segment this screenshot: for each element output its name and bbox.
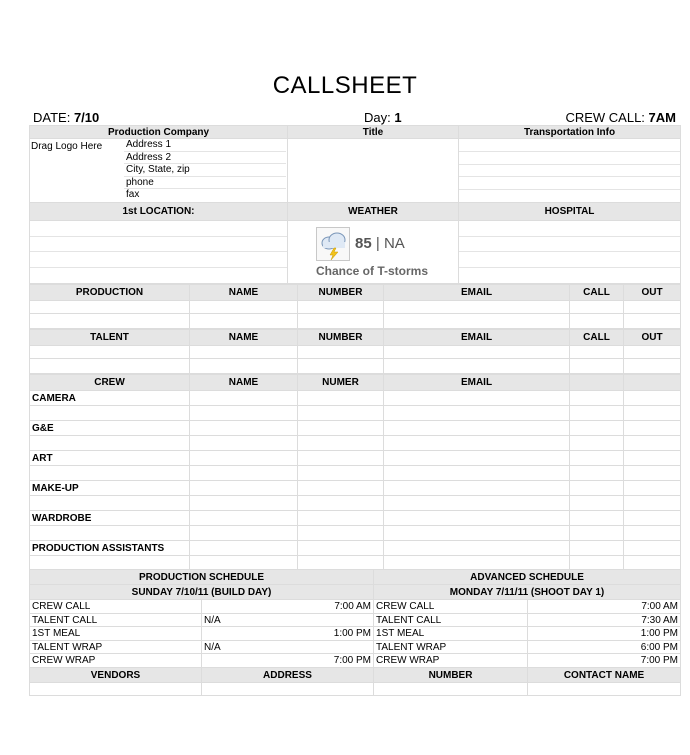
table-row	[30, 541, 681, 556]
table-row	[30, 359, 681, 374]
vendor-contact-header: CONTACT NAME	[528, 668, 681, 683]
talent-col-header: TALENT	[30, 330, 190, 346]
table-row	[30, 406, 681, 421]
talent-out-header: OUT	[624, 330, 681, 346]
hospital-cell[interactable]	[459, 221, 681, 284]
day-value: 1	[394, 110, 402, 125]
vendor-address-header: ADDRESS	[202, 668, 374, 683]
production-schedule-date: SUNDAY 7/10/11 (BUILD DAY)	[30, 585, 374, 600]
location-header: 1st LOCATION:	[30, 203, 288, 221]
table-row	[30, 614, 681, 627]
left-talent-wrap-label: TALENT WRAP	[30, 641, 202, 654]
table-row	[30, 346, 681, 359]
right-crew-wrap-label: CREW WRAP	[374, 654, 528, 668]
left-meal-time[interactable]: 1:00 PM	[202, 627, 374, 641]
crew-col-header: CREW	[30, 375, 190, 391]
table-row	[30, 683, 681, 696]
table-row	[30, 526, 681, 541]
production-company-header: Production Company	[30, 126, 288, 139]
production-schedule-header: PRODUCTION SCHEDULE	[30, 570, 374, 585]
table-row	[30, 451, 681, 466]
page-title: CALLSHEET	[272, 72, 418, 99]
weather-condition: Chance of T-storms	[315, 264, 429, 278]
production-out-header: OUT	[624, 285, 681, 301]
crew-dept-wardrobe: WARDROBE	[30, 511, 190, 526]
left-crew-call-time[interactable]: 7:00 AM	[202, 600, 374, 614]
right-meal-time[interactable]: 1:00 PM	[528, 627, 681, 641]
fax[interactable]: fax	[126, 189, 140, 200]
production-table	[29, 284, 681, 329]
table-row	[30, 511, 681, 526]
temperature-na: NA	[383, 235, 405, 252]
table-row	[30, 391, 681, 406]
crew-dept-camera: CAMERA	[30, 391, 190, 406]
right-talent-call-time[interactable]: 7:30 AM	[528, 614, 681, 627]
temperature-separator: |	[375, 235, 380, 252]
transport-cell[interactable]	[459, 139, 681, 203]
vendor-number-header: NUMBER	[374, 668, 528, 683]
production-call-header: CALL	[570, 285, 624, 301]
city-state-zip[interactable]: City, State, zip	[124, 164, 286, 177]
crew-dept-ge: G&E	[30, 421, 190, 436]
crew-call-field	[565, 110, 676, 125]
production-name-header: NAME	[190, 285, 298, 301]
transportation-header: Transportation Info	[459, 126, 681, 139]
crew-email-header: EMAIL	[384, 375, 570, 391]
talent-call-header: CALL	[570, 330, 624, 346]
talent-name-header: NAME	[190, 330, 298, 346]
thunderstorm-cloud-icon	[316, 227, 350, 261]
production-number-header: NUMBER	[298, 285, 384, 301]
date-label: DATE:	[33, 110, 71, 125]
temperature-value: 85	[355, 235, 372, 252]
crew-dept-pa: PRODUCTION ASSISTANTS	[30, 541, 190, 556]
date-field	[33, 110, 99, 125]
left-crew-call-label: CREW CALL	[30, 600, 202, 614]
table-row	[30, 496, 681, 511]
right-meal-label: 1ST MEAL	[374, 627, 528, 641]
vendors-header: VENDORS	[30, 668, 202, 683]
table-row	[30, 301, 681, 314]
table-row	[30, 314, 681, 329]
weather-temperature	[355, 235, 405, 252]
left-crew-wrap-time[interactable]: 7:00 PM	[202, 654, 374, 668]
left-talent-call-value[interactable]: N/A	[202, 614, 374, 627]
right-crew-call-label: CREW CALL	[374, 600, 528, 614]
talent-table	[29, 329, 681, 374]
title-header: Title	[288, 126, 459, 139]
crew-call-value: 7AM	[648, 110, 676, 125]
left-meal-label: 1ST MEAL	[30, 627, 202, 641]
right-talent-wrap-label: TALENT WRAP	[374, 641, 528, 654]
production-email-header: EMAIL	[384, 285, 570, 301]
left-talent-wrap-value[interactable]: N/A	[202, 641, 374, 654]
right-crew-call-time[interactable]: 7:00 AM	[528, 600, 681, 614]
day-field	[364, 110, 402, 125]
left-crew-wrap-label: CREW WRAP	[30, 654, 202, 668]
title-cell[interactable]	[288, 139, 459, 203]
crew-table	[29, 374, 681, 571]
crew-dept-art: ART	[30, 451, 190, 466]
address-line-2[interactable]: Address 2	[124, 152, 286, 165]
right-talent-call-label: TALENT CALL	[374, 614, 528, 627]
crew-number-header: NUMER	[298, 375, 384, 391]
advanced-schedule-date: MONDAY 7/11/11 (SHOOT DAY 1)	[374, 585, 681, 600]
date-value: 7/10	[73, 110, 100, 125]
crew-name-header: NAME	[190, 375, 298, 391]
address-line-1[interactable]: Address 1	[124, 139, 286, 152]
table-row	[30, 436, 681, 451]
talent-number-header: NUMBER	[298, 330, 384, 346]
weather-widget	[287, 220, 457, 283]
table-row	[30, 600, 681, 614]
advanced-schedule-header: ADVANCED SCHEDULE	[374, 570, 681, 585]
table-row	[30, 481, 681, 496]
production-col-header: PRODUCTION	[30, 285, 190, 301]
table-row	[30, 466, 681, 481]
right-crew-wrap-time[interactable]: 7:00 PM	[528, 654, 681, 668]
left-talent-call-label: TALENT CALL	[30, 614, 202, 627]
table-row	[30, 421, 681, 436]
weather-header: WEATHER	[288, 203, 459, 221]
hospital-header: HOSPITAL	[459, 203, 681, 221]
day-label: Day:	[364, 110, 391, 125]
table-row	[30, 627, 681, 641]
crew-dept-makeup: MAKE-UP	[30, 481, 190, 496]
address-block	[124, 139, 286, 202]
phone[interactable]: phone	[124, 177, 286, 190]
talent-email-header: EMAIL	[384, 330, 570, 346]
crew-call-label: CREW CALL:	[565, 110, 645, 125]
schedule-table	[29, 569, 681, 696]
right-talent-wrap-time[interactable]: 6:00 PM	[528, 641, 681, 654]
logo-placeholder[interactable]: Drag Logo Here	[31, 141, 103, 152]
table-row	[30, 654, 681, 668]
table-row	[30, 641, 681, 654]
location-cell[interactable]	[30, 221, 288, 284]
